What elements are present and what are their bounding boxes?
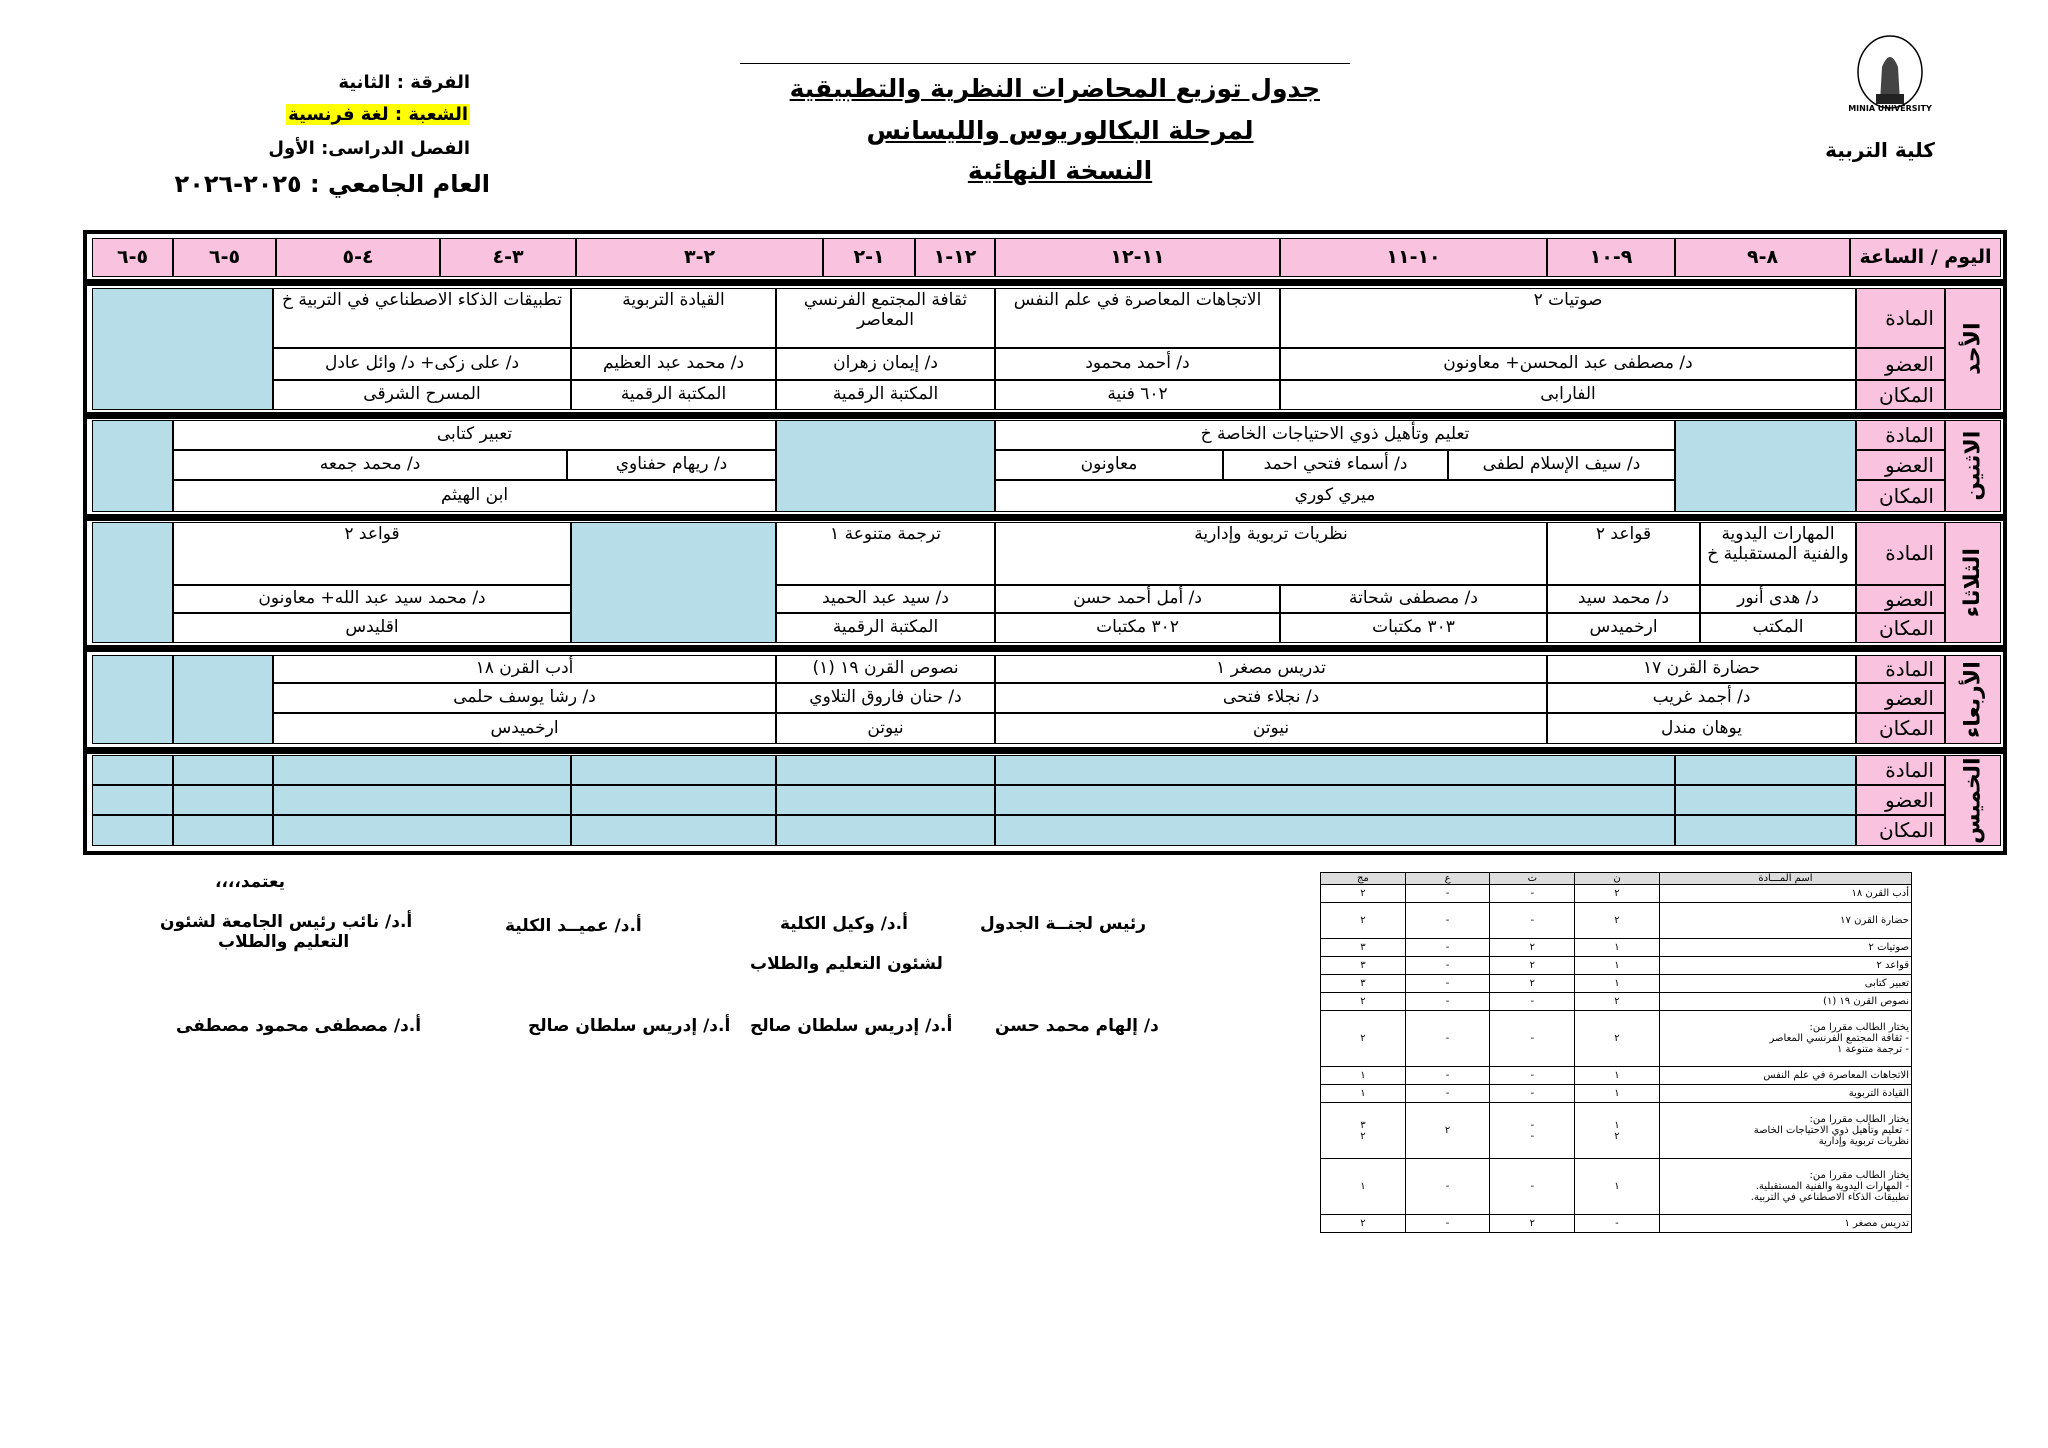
day-label <box>1945 288 2001 410</box>
table-row <box>1321 1067 1912 1085</box>
course-hours: - <box>1405 993 1490 1011</box>
course-hours: ٢ <box>1575 993 1660 1011</box>
day-separator <box>83 645 2007 652</box>
course-name: القيادة التربوية <box>1659 1085 1911 1103</box>
member-cell: د/ سيد عبد الحميد <box>776 585 995 613</box>
empty-slot <box>273 815 571 846</box>
member-cell: د/ سيف الإسلام لطفى <box>1448 450 1675 480</box>
place-cell: ارخميدس <box>1547 613 1700 643</box>
course-hours: ١ <box>1575 1067 1660 1085</box>
row-label-place: المكان <box>1856 713 1945 744</box>
member-cell: معاونون <box>995 450 1223 480</box>
row-label-place: المكان <box>1856 815 1945 846</box>
subject-cell: تطبيقات الذكاء الاصطناعي في التربية خ <box>273 288 571 348</box>
table-row <box>1321 975 1912 993</box>
corner-header: اليوم / الساعة <box>1850 238 2001 277</box>
course-hours: - <box>1405 939 1490 957</box>
empty-slot <box>92 785 173 815</box>
course-hours: ٢ <box>1405 1103 1490 1159</box>
row-label-member: العضو <box>1856 348 1945 380</box>
course-hours: - <box>1405 1215 1490 1233</box>
course-table-header <box>1321 873 1912 885</box>
table-row <box>1321 1011 1912 1067</box>
course-hours: - <box>1490 885 1575 903</box>
course-hours: ١ <box>1575 1159 1660 1215</box>
member-cell: د/ محمد عبد العظيم <box>571 348 776 380</box>
course-hours: ١ ٢ <box>1575 1103 1660 1159</box>
course-name: أدب القرن ١٨ <box>1659 885 1911 903</box>
subject-cell: أدب القرن ١٨ <box>273 655 776 683</box>
row-label-subject: المادة <box>1856 655 1945 683</box>
empty-slot <box>173 815 273 846</box>
row-label-subject: المادة <box>1856 755 1945 785</box>
row-label-place: المكان <box>1856 380 1945 410</box>
empty-slot <box>995 815 1675 846</box>
course-name: يختار الطالب مقررا من: - تعليم وتأهيل ذوي الاحتياجات الخاصة نظريات تربوية وإدارية <box>1659 1103 1911 1159</box>
page-title: جدول توزيع المحاضرات النظرية والتطبيقية <box>789 74 1320 103</box>
course-name: قواعد ٢ <box>1659 957 1911 975</box>
course-hours: ١ <box>1575 939 1660 957</box>
row-label-member: العضو <box>1856 585 1945 613</box>
place-cell: المكتبة الرقمية <box>776 613 995 643</box>
empty-slot <box>173 755 273 785</box>
subject-cell: الاتجاهات المعاصرة في علم النفس <box>995 288 1280 348</box>
member-cell: د/ على زكى+ د/ وائل عادل <box>273 348 571 380</box>
empty-slot <box>776 785 995 815</box>
course-hours: - <box>1490 1067 1575 1085</box>
period-header: ١١-١٢ <box>995 238 1280 277</box>
empty-slot <box>571 522 776 643</box>
day-label <box>1945 522 2001 643</box>
member-cell: د/ محمد سيد عبد الله+ معاونون <box>173 585 571 613</box>
period-header: ٥-٦ <box>173 238 276 277</box>
university-logo <box>1840 32 1940 122</box>
member-cell: د/ أجمد غريب <box>1547 683 1856 713</box>
course-hours: ٢ <box>1575 1011 1660 1067</box>
empty-slot <box>1675 420 1856 512</box>
member-cell: د/ نجلاء فتحى <box>995 683 1547 713</box>
day-label <box>1945 420 2001 512</box>
page-subtitle: لمرحلة البكالوريوس والليسانس <box>866 116 1254 145</box>
table-row <box>1321 1159 1912 1215</box>
course-hours: ٢ <box>1575 885 1660 903</box>
period-header: ١٢-١ <box>915 238 995 277</box>
course-hours: - <box>1490 1085 1575 1103</box>
empty-slot <box>92 655 173 744</box>
period-header: ٤-٥ <box>276 238 440 277</box>
subject-cell: القيادة التربوية <box>571 288 776 348</box>
place-cell: ارخميدس <box>273 713 776 744</box>
place-cell: المكتبة الرقمية <box>571 380 776 410</box>
empty-slot <box>995 755 1675 785</box>
table-row <box>1321 1215 1912 1233</box>
period-header: ٣-٤ <box>440 238 576 277</box>
version-label: النسخة النهائية <box>967 156 1153 185</box>
member-cell: د/ هدى أنور <box>1700 585 1856 613</box>
course-hours: ٢ <box>1575 903 1660 939</box>
subject-cell: قواعد ٢ <box>173 522 571 585</box>
table-row <box>1321 957 1912 975</box>
semester: الفصل الدراسى: الأول <box>268 138 470 159</box>
place-cell: المسرح الشرقى <box>273 380 571 410</box>
empty-slot <box>273 755 571 785</box>
course-hours: ١ <box>1321 1067 1406 1085</box>
vice-dean-title: أ.د/ وكيل الكلية <box>780 914 908 934</box>
course-hours: - - <box>1490 1103 1575 1159</box>
member-cell: د/ حنان فاروق التلاوي <box>776 683 995 713</box>
course-name: نصوص القرن ١٩ (١) <box>1659 993 1911 1011</box>
course-hours-table <box>1320 872 1912 1233</box>
column-header: ت <box>1490 873 1575 885</box>
table-row <box>1321 1085 1912 1103</box>
period-header: ٨-٩ <box>1675 238 1850 277</box>
row-label-subject: المادة <box>1856 288 1945 348</box>
empty-slot <box>1675 815 1856 846</box>
course-hours: - <box>1405 1011 1490 1067</box>
course-hours: - <box>1405 903 1490 939</box>
empty-slot <box>92 522 173 643</box>
member-cell: د/ إيمان زهران <box>776 348 995 380</box>
subject-cell: ثقافة المجتمع الفرنسي المعاصر <box>776 288 995 348</box>
member-cell: د/ أحمد محمود <box>995 348 1280 380</box>
day-separator <box>83 279 2007 286</box>
course-hours: ٢ <box>1321 903 1406 939</box>
place-cell: ابن الهيثم <box>173 480 776 512</box>
empty-slot <box>776 815 995 846</box>
column-header: مج <box>1321 873 1406 885</box>
course-hours: - <box>1405 885 1490 903</box>
member-cell: د/ مصطفى عبد المحسن+ معاونون <box>1280 348 1856 380</box>
day-label <box>1945 655 2001 744</box>
division <box>230 104 470 125</box>
empty-slot <box>571 785 776 815</box>
period-header: ٢-٣ <box>576 238 823 277</box>
course-hours: ٣ <box>1321 957 1406 975</box>
member-cell: د/ أسماء فتحي احمد <box>1223 450 1448 480</box>
committee-head-title: رئيس لجنــة الجدول <box>980 914 1147 934</box>
empty-slot <box>995 785 1675 815</box>
course-hours: ١ <box>1575 957 1660 975</box>
place-cell: ٣٠٣ مكتبات <box>1280 613 1547 643</box>
course-hours: ١ <box>1575 975 1660 993</box>
committee-head-name: د/ إلهام محمد حسن <box>995 1016 1159 1036</box>
day-separator <box>83 514 2007 521</box>
academic-year: العام الجامعي : ٢٠٢٥-٢٠٢٦ <box>174 170 490 198</box>
empty-slot <box>1675 755 1856 785</box>
course-hours: - <box>1490 1011 1575 1067</box>
column-header: ع <box>1405 873 1490 885</box>
empty-slot <box>776 755 995 785</box>
period-header: ١٠-١١ <box>1280 238 1547 277</box>
dean-name: أ.د/ إدريس سلطان صالح <box>528 1016 731 1036</box>
course-hours: - <box>1490 903 1575 939</box>
period-header: ٥-٦ <box>92 238 173 277</box>
member-cell: د/ محمد سيد <box>1547 585 1700 613</box>
subject-cell: المهارات اليدوية والفنية المستقبلية خ <box>1700 522 1856 585</box>
course-name: يختار الطالب مقررا من: - المهارات اليدوية والفنية المستقبلية. تطبيقات الذكاء الاصطناعي في التربية. <box>1659 1159 1911 1215</box>
place-cell: يوهان مندل <box>1547 713 1856 744</box>
subject-cell: تعليم وتأهيل ذوي الاحتياجات الخاصة خ <box>995 420 1675 450</box>
subject-cell: نصوص القرن ١٩ (١) <box>776 655 995 683</box>
logo-text: MINIA UNIVERSITY <box>1848 104 1932 113</box>
vp-title: أ.د/ نائب رئيس الجامعة لشئون <box>160 912 413 932</box>
column-header: ن <box>1575 873 1660 885</box>
place-cell: اقليدس <box>173 613 571 643</box>
place-cell: ميري كوري <box>995 480 1675 512</box>
subject-cell: صوتيات ٢ <box>1280 288 1856 348</box>
column-header: اسم المـــادة <box>1659 873 1911 885</box>
member-cell: د/ أمل أحمد حسن <box>995 585 1280 613</box>
place-cell: نيوتن <box>995 713 1547 744</box>
table-row <box>1321 1103 1912 1159</box>
course-hours: ٣ <box>1321 939 1406 957</box>
course-hours: ٢ <box>1321 1011 1406 1067</box>
course-name: تعبير كتابى <box>1659 975 1911 993</box>
row-label-member: العضو <box>1856 450 1945 480</box>
row-label-subject: المادة <box>1856 420 1945 450</box>
course-hours: ١ <box>1321 1159 1406 1215</box>
member-cell: د/ رشا يوسف حلمى <box>273 683 776 713</box>
table-row <box>1321 939 1912 957</box>
member-cell: د/ ريهام حفناوي <box>567 450 776 480</box>
empty-slot <box>571 755 776 785</box>
faculty-name: كلية التربية <box>1825 138 1935 162</box>
member-cell: د/ محمد جمعه <box>173 450 567 480</box>
course-hours: ٢ <box>1321 993 1406 1011</box>
period-header: ٩-١٠ <box>1547 238 1675 277</box>
subject-cell: تدريس مصغر ١ <box>995 655 1547 683</box>
course-hours: ٢ <box>1490 939 1575 957</box>
approved-label: يعتمد،،،، <box>215 872 285 892</box>
table-row <box>1321 993 1912 1011</box>
period-header: ١-٢ <box>823 238 915 277</box>
course-hours: ٣ <box>1321 975 1406 993</box>
place-cell: الفارابى <box>1280 380 1856 410</box>
empty-slot <box>1675 785 1856 815</box>
empty-slot <box>92 288 273 410</box>
vice-dean-name: أ.د/ إدريس سلطان صالح <box>750 1016 953 1036</box>
course-name: تدريس مصغر ١ <box>1659 1215 1911 1233</box>
course-hours: ٣ ٢ <box>1321 1103 1406 1159</box>
row-label-subject: المادة <box>1856 522 1945 585</box>
course-hours: - <box>1405 1085 1490 1103</box>
course-name: الاتجاهات المعاصرة في علم النفس <box>1659 1067 1911 1085</box>
empty-slot <box>92 755 173 785</box>
empty-slot <box>92 815 173 846</box>
course-hours: ١ <box>1321 1085 1406 1103</box>
empty-slot <box>273 785 571 815</box>
empty-slot <box>571 815 776 846</box>
day-label <box>1945 755 2001 846</box>
place-cell: ٦٠٢ فنية <box>995 380 1280 410</box>
course-hours: - <box>1490 1159 1575 1215</box>
day-name: الخميس <box>1960 757 1986 844</box>
member-cell: د/ مصطفى شحاتة <box>1280 585 1547 613</box>
course-hours: ٢ <box>1321 885 1406 903</box>
place-cell: المكتب <box>1700 613 1856 643</box>
subject-cell: تعبير كتابى <box>173 420 776 450</box>
division-text: الشعبة : لغة فرنسية <box>288 104 468 125</box>
course-hours: - <box>1405 957 1490 975</box>
course-name: حضارة القرن ١٧ <box>1659 903 1911 939</box>
course-hours: ٢ <box>1321 1215 1406 1233</box>
course-hours: ٢ <box>1490 957 1575 975</box>
course-hours: - <box>1405 1067 1490 1085</box>
course-name: صوتيات ٢ <box>1659 939 1911 957</box>
empty-slot <box>173 785 273 815</box>
day-name: الأربعاء <box>1960 661 1986 738</box>
table-row <box>1321 903 1912 939</box>
course-name: يختار الطالب مقررا من: - ثقافة المجتمع الفرنسي المعاصر - ترجمة متنوعة ١ <box>1659 1011 1911 1067</box>
vice-dean-title-2: لشئون التعليم والطلاب <box>750 954 943 974</box>
day-separator <box>83 747 2007 754</box>
subject-cell: حضارة القرن ١٧ <box>1547 655 1856 683</box>
course-hours: ١ <box>1575 1085 1660 1103</box>
empty-slot <box>776 420 995 512</box>
row-label-member: العضو <box>1856 683 1945 713</box>
header-top-rule <box>740 63 1350 64</box>
day-name: الثلاثاء <box>1960 547 1986 618</box>
course-hours: - <box>1405 1159 1490 1215</box>
year-level: الفرقة : الثانية <box>338 72 470 93</box>
table-row <box>1321 885 1912 903</box>
course-hours: ٢ <box>1490 975 1575 993</box>
day-name: الاثنين <box>1960 431 1986 501</box>
place-cell: ٣٠٢ مكتبات <box>995 613 1280 643</box>
day-separator <box>83 412 2007 419</box>
course-hours: ٢ <box>1490 1215 1575 1233</box>
row-label-place: المكان <box>1856 613 1945 643</box>
timetable <box>83 230 2007 855</box>
row-label-member: العضو <box>1856 785 1945 815</box>
day-name: الأحد <box>1960 322 1986 376</box>
vp-name: أ.د/ مصطفى محمود مصطفى <box>176 1016 422 1036</box>
place-cell: المكتبة الرقمية <box>776 380 995 410</box>
course-hours: - <box>1575 1215 1660 1233</box>
subject-cell: ترجمة متنوعة ١ <box>776 522 995 585</box>
subject-cell: قواعد ٢ <box>1547 522 1700 585</box>
empty-slot <box>92 420 173 512</box>
row-label-place: المكان <box>1856 480 1945 512</box>
place-cell: نيوتن <box>776 713 995 744</box>
dean-title: أ.د/ عميــد الكلية <box>505 916 642 936</box>
vp-title-2: التعليم والطلاب <box>218 932 350 952</box>
subject-cell: نظريات تربوية وإدارية <box>995 522 1547 585</box>
course-hours: - <box>1490 993 1575 1011</box>
course-hours: - <box>1405 975 1490 993</box>
empty-slot <box>173 655 273 744</box>
